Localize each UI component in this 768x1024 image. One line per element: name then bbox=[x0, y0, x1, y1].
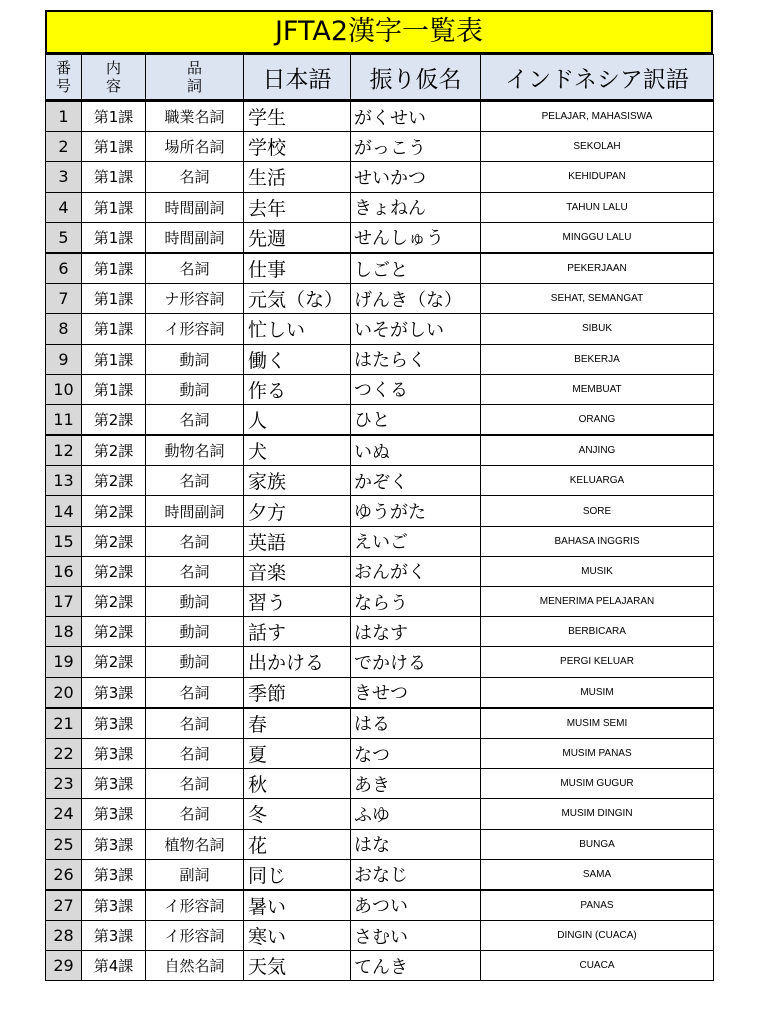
row-japanese: 作る bbox=[244, 374, 351, 404]
row-indonesian: PELAJAR, MAHASISWA bbox=[481, 101, 714, 132]
table-row bbox=[46, 314, 714, 344]
row-furigana: はたらく bbox=[351, 344, 481, 374]
row-indonesian: DINGIN (CUACA) bbox=[481, 921, 714, 951]
header-number-line2: 号 bbox=[55, 77, 71, 95]
header-lesson-line2: 容 bbox=[105, 77, 121, 95]
row-lesson: 第3課 bbox=[82, 799, 146, 829]
table-row bbox=[46, 435, 714, 466]
row-number: 10 bbox=[46, 374, 82, 404]
row-number: 27 bbox=[46, 890, 82, 921]
row-furigana: なつ bbox=[351, 738, 481, 768]
row-japanese: 忙しい bbox=[244, 314, 351, 344]
row-japanese: 学生 bbox=[244, 101, 351, 132]
row-indonesian: CUACA bbox=[481, 951, 714, 981]
table-row bbox=[46, 162, 714, 192]
table-row bbox=[46, 859, 714, 890]
row-japanese: 元気（な） bbox=[244, 284, 351, 314]
row-indonesian: SEHAT, SEMANGAT bbox=[481, 284, 714, 314]
table-row bbox=[46, 284, 714, 314]
row-japanese: 天気 bbox=[244, 951, 351, 981]
row-lesson: 第3課 bbox=[82, 890, 146, 921]
row-number: 15 bbox=[46, 526, 82, 556]
row-lesson: 第1課 bbox=[82, 284, 146, 314]
row-furigana: せんしゅう bbox=[351, 222, 481, 253]
row-furigana: ゆうがた bbox=[351, 496, 481, 526]
table-row bbox=[46, 951, 714, 981]
row-furigana: はなす bbox=[351, 617, 481, 647]
row-furigana: あき bbox=[351, 769, 481, 799]
row-indonesian: KEHIDUPAN bbox=[481, 162, 714, 192]
header-japanese: 日本語 bbox=[244, 55, 351, 101]
header-pos-line1: 品 bbox=[186, 59, 202, 77]
row-number: 24 bbox=[46, 799, 82, 829]
sheet-title: JFTA2漢字一覧表 bbox=[45, 10, 713, 54]
row-furigana: さむい bbox=[351, 921, 481, 951]
row-part-of-speech: 動詞 bbox=[146, 647, 244, 677]
header-lesson-line1: 内 bbox=[105, 59, 121, 77]
row-japanese: 花 bbox=[244, 829, 351, 859]
row-japanese: 季節 bbox=[244, 677, 351, 708]
row-part-of-speech: ナ形容詞 bbox=[146, 284, 244, 314]
row-furigana: げんき（な） bbox=[351, 284, 481, 314]
row-number: 26 bbox=[46, 859, 82, 890]
row-part-of-speech: 動詞 bbox=[146, 374, 244, 404]
row-indonesian: MENERIMA PELAJARAN bbox=[481, 587, 714, 617]
row-furigana: がっこう bbox=[351, 132, 481, 162]
row-furigana: てんき bbox=[351, 951, 481, 981]
row-part-of-speech: 動詞 bbox=[146, 587, 244, 617]
row-indonesian: MUSIM PANAS bbox=[481, 738, 714, 768]
row-part-of-speech: イ形容詞 bbox=[146, 314, 244, 344]
row-japanese: 寒い bbox=[244, 921, 351, 951]
table-body bbox=[46, 101, 714, 981]
row-lesson: 第2課 bbox=[82, 587, 146, 617]
table-row bbox=[46, 587, 714, 617]
row-number: 18 bbox=[46, 617, 82, 647]
row-furigana: しごと bbox=[351, 253, 481, 284]
row-furigana: きょねん bbox=[351, 192, 481, 222]
row-indonesian: KELUARGA bbox=[481, 466, 714, 496]
header-indonesian: インドネシア訳語 bbox=[481, 55, 714, 101]
table-row bbox=[46, 677, 714, 708]
table-header bbox=[46, 55, 714, 101]
row-lesson: 第2課 bbox=[82, 496, 146, 526]
table-row bbox=[46, 617, 714, 647]
row-number: 22 bbox=[46, 738, 82, 768]
row-indonesian: BAHASA INGGRIS bbox=[481, 526, 714, 556]
row-part-of-speech: 名詞 bbox=[146, 526, 244, 556]
row-lesson: 第1課 bbox=[82, 314, 146, 344]
row-japanese: 人 bbox=[244, 404, 351, 435]
row-number: 17 bbox=[46, 587, 82, 617]
row-lesson: 第2課 bbox=[82, 556, 146, 586]
row-number: 21 bbox=[46, 708, 82, 739]
row-furigana: はる bbox=[351, 708, 481, 739]
row-number: 29 bbox=[46, 951, 82, 981]
row-lesson: 第3課 bbox=[82, 859, 146, 890]
table-row bbox=[46, 890, 714, 921]
row-japanese: 秋 bbox=[244, 769, 351, 799]
table-row bbox=[46, 647, 714, 677]
row-number: 12 bbox=[46, 435, 82, 466]
row-indonesian: MUSIM bbox=[481, 677, 714, 708]
table-row bbox=[46, 496, 714, 526]
row-indonesian: MUSIM SEMI bbox=[481, 708, 714, 739]
row-part-of-speech: 副詞 bbox=[146, 859, 244, 890]
header-pos-line2: 詞 bbox=[186, 77, 202, 95]
row-japanese: 生活 bbox=[244, 162, 351, 192]
row-indonesian: MUSIM DINGIN bbox=[481, 799, 714, 829]
row-number: 25 bbox=[46, 829, 82, 859]
row-part-of-speech: 名詞 bbox=[146, 253, 244, 284]
row-japanese: 犬 bbox=[244, 435, 351, 466]
row-furigana: ひと bbox=[351, 404, 481, 435]
row-indonesian: ORANG bbox=[481, 404, 714, 435]
row-japanese: 暑い bbox=[244, 890, 351, 921]
header-number-line1: 番 bbox=[55, 59, 71, 77]
row-number: 28 bbox=[46, 921, 82, 951]
row-part-of-speech: 時間副詞 bbox=[146, 222, 244, 253]
row-japanese: 夕方 bbox=[244, 496, 351, 526]
row-part-of-speech: 名詞 bbox=[146, 162, 244, 192]
row-lesson: 第3課 bbox=[82, 829, 146, 859]
row-furigana: かぞく bbox=[351, 466, 481, 496]
table-row bbox=[46, 253, 714, 284]
row-japanese: 夏 bbox=[244, 738, 351, 768]
row-lesson: 第3課 bbox=[82, 769, 146, 799]
row-part-of-speech: 名詞 bbox=[146, 769, 244, 799]
row-japanese: 春 bbox=[244, 708, 351, 739]
row-furigana: おなじ bbox=[351, 859, 481, 890]
row-furigana: いぬ bbox=[351, 435, 481, 466]
row-furigana: えいご bbox=[351, 526, 481, 556]
row-indonesian: TAHUN LALU bbox=[481, 192, 714, 222]
row-number: 13 bbox=[46, 466, 82, 496]
row-indonesian: SIBUK bbox=[481, 314, 714, 344]
row-part-of-speech: 名詞 bbox=[146, 799, 244, 829]
table-row bbox=[46, 132, 714, 162]
row-number: 20 bbox=[46, 677, 82, 708]
row-japanese: 仕事 bbox=[244, 253, 351, 284]
row-part-of-speech: 植物名詞 bbox=[146, 829, 244, 859]
row-part-of-speech: 自然名詞 bbox=[146, 951, 244, 981]
row-indonesian: MUSIK bbox=[481, 556, 714, 586]
vocabulary-sheet bbox=[45, 10, 713, 981]
row-furigana: はな bbox=[351, 829, 481, 859]
row-number: 7 bbox=[46, 284, 82, 314]
row-lesson: 第2課 bbox=[82, 466, 146, 496]
row-lesson: 第2課 bbox=[82, 404, 146, 435]
row-part-of-speech: 名詞 bbox=[146, 466, 244, 496]
row-japanese: 話す bbox=[244, 617, 351, 647]
row-lesson: 第2課 bbox=[82, 617, 146, 647]
row-furigana: せいかつ bbox=[351, 162, 481, 192]
row-part-of-speech: 場所名詞 bbox=[146, 132, 244, 162]
row-lesson: 第3課 bbox=[82, 921, 146, 951]
row-lesson: 第1課 bbox=[82, 344, 146, 374]
row-indonesian: BERBICARA bbox=[481, 617, 714, 647]
table-row bbox=[46, 222, 714, 253]
row-japanese: 英語 bbox=[244, 526, 351, 556]
row-lesson: 第2課 bbox=[82, 526, 146, 556]
row-number: 4 bbox=[46, 192, 82, 222]
row-furigana: がくせい bbox=[351, 101, 481, 132]
row-japanese: 家族 bbox=[244, 466, 351, 496]
kanji-table bbox=[45, 54, 714, 981]
row-japanese: 習う bbox=[244, 587, 351, 617]
header-lesson bbox=[82, 55, 146, 101]
row-number: 9 bbox=[46, 344, 82, 374]
row-number: 6 bbox=[46, 253, 82, 284]
table-row bbox=[46, 466, 714, 496]
table-row bbox=[46, 374, 714, 404]
row-part-of-speech: 動詞 bbox=[146, 617, 244, 647]
table-row bbox=[46, 344, 714, 374]
row-part-of-speech: 名詞 bbox=[146, 738, 244, 768]
table-row bbox=[46, 769, 714, 799]
row-part-of-speech: 名詞 bbox=[146, 708, 244, 739]
row-number: 5 bbox=[46, 222, 82, 253]
row-indonesian: MINGGU LALU bbox=[481, 222, 714, 253]
row-furigana: ふゆ bbox=[351, 799, 481, 829]
row-part-of-speech: 職業名詞 bbox=[146, 101, 244, 132]
row-japanese: 冬 bbox=[244, 799, 351, 829]
row-indonesian: MUSIM GUGUR bbox=[481, 769, 714, 799]
table-row bbox=[46, 101, 714, 132]
row-number: 19 bbox=[46, 647, 82, 677]
row-furigana: ならう bbox=[351, 587, 481, 617]
row-lesson: 第3課 bbox=[82, 708, 146, 739]
row-lesson: 第1課 bbox=[82, 253, 146, 284]
row-furigana: おんがく bbox=[351, 556, 481, 586]
row-part-of-speech: 名詞 bbox=[146, 556, 244, 586]
header-number bbox=[46, 55, 82, 101]
row-japanese: 出かける bbox=[244, 647, 351, 677]
row-lesson: 第1課 bbox=[82, 222, 146, 253]
row-japanese: 音楽 bbox=[244, 556, 351, 586]
row-number: 3 bbox=[46, 162, 82, 192]
table-row bbox=[46, 526, 714, 556]
row-lesson: 第3課 bbox=[82, 677, 146, 708]
row-indonesian: PERGI KELUAR bbox=[481, 647, 714, 677]
row-lesson: 第1課 bbox=[82, 374, 146, 404]
row-number: 11 bbox=[46, 404, 82, 435]
row-part-of-speech: 時間副詞 bbox=[146, 192, 244, 222]
table-row bbox=[46, 556, 714, 586]
row-number: 2 bbox=[46, 132, 82, 162]
row-lesson: 第2課 bbox=[82, 647, 146, 677]
row-indonesian: SORE bbox=[481, 496, 714, 526]
row-part-of-speech: 時間副詞 bbox=[146, 496, 244, 526]
header-furigana: 振り仮名 bbox=[351, 55, 481, 101]
row-furigana: つくる bbox=[351, 374, 481, 404]
row-japanese: 去年 bbox=[244, 192, 351, 222]
row-indonesian: ANJING bbox=[481, 435, 714, 466]
table-row bbox=[46, 921, 714, 951]
row-lesson: 第1課 bbox=[82, 192, 146, 222]
table-row bbox=[46, 738, 714, 768]
table-row bbox=[46, 708, 714, 739]
row-part-of-speech: 名詞 bbox=[146, 677, 244, 708]
row-number: 8 bbox=[46, 314, 82, 344]
row-lesson: 第4課 bbox=[82, 951, 146, 981]
row-lesson: 第3課 bbox=[82, 738, 146, 768]
row-japanese: 同じ bbox=[244, 859, 351, 890]
table-row bbox=[46, 192, 714, 222]
row-indonesian: MEMBUAT bbox=[481, 374, 714, 404]
row-japanese: 働く bbox=[244, 344, 351, 374]
row-part-of-speech: 名詞 bbox=[146, 404, 244, 435]
row-indonesian: SAMA bbox=[481, 859, 714, 890]
row-indonesian: PEKERJAAN bbox=[481, 253, 714, 284]
row-part-of-speech: 動物名詞 bbox=[146, 435, 244, 466]
row-furigana: きせつ bbox=[351, 677, 481, 708]
header-row bbox=[46, 55, 714, 101]
row-lesson: 第1課 bbox=[82, 132, 146, 162]
row-lesson: 第2課 bbox=[82, 435, 146, 466]
row-number: 16 bbox=[46, 556, 82, 586]
row-part-of-speech: イ形容詞 bbox=[146, 921, 244, 951]
row-number: 23 bbox=[46, 769, 82, 799]
row-number: 1 bbox=[46, 101, 82, 132]
row-japanese: 先週 bbox=[244, 222, 351, 253]
table-row bbox=[46, 404, 714, 435]
table-row bbox=[46, 799, 714, 829]
row-furigana: あつい bbox=[351, 890, 481, 921]
row-indonesian: PANAS bbox=[481, 890, 714, 921]
row-lesson: 第1課 bbox=[82, 101, 146, 132]
row-furigana: いそがしい bbox=[351, 314, 481, 344]
row-part-of-speech: 動詞 bbox=[146, 344, 244, 374]
row-number: 14 bbox=[46, 496, 82, 526]
row-japanese: 学校 bbox=[244, 132, 351, 162]
row-lesson: 第1課 bbox=[82, 162, 146, 192]
row-furigana: でかける bbox=[351, 647, 481, 677]
row-part-of-speech: イ形容詞 bbox=[146, 890, 244, 921]
row-indonesian: SEKOLAH bbox=[481, 132, 714, 162]
row-indonesian: BUNGA bbox=[481, 829, 714, 859]
header-part-of-speech bbox=[146, 55, 244, 101]
row-indonesian: BEKERJA bbox=[481, 344, 714, 374]
table-row bbox=[46, 829, 714, 859]
